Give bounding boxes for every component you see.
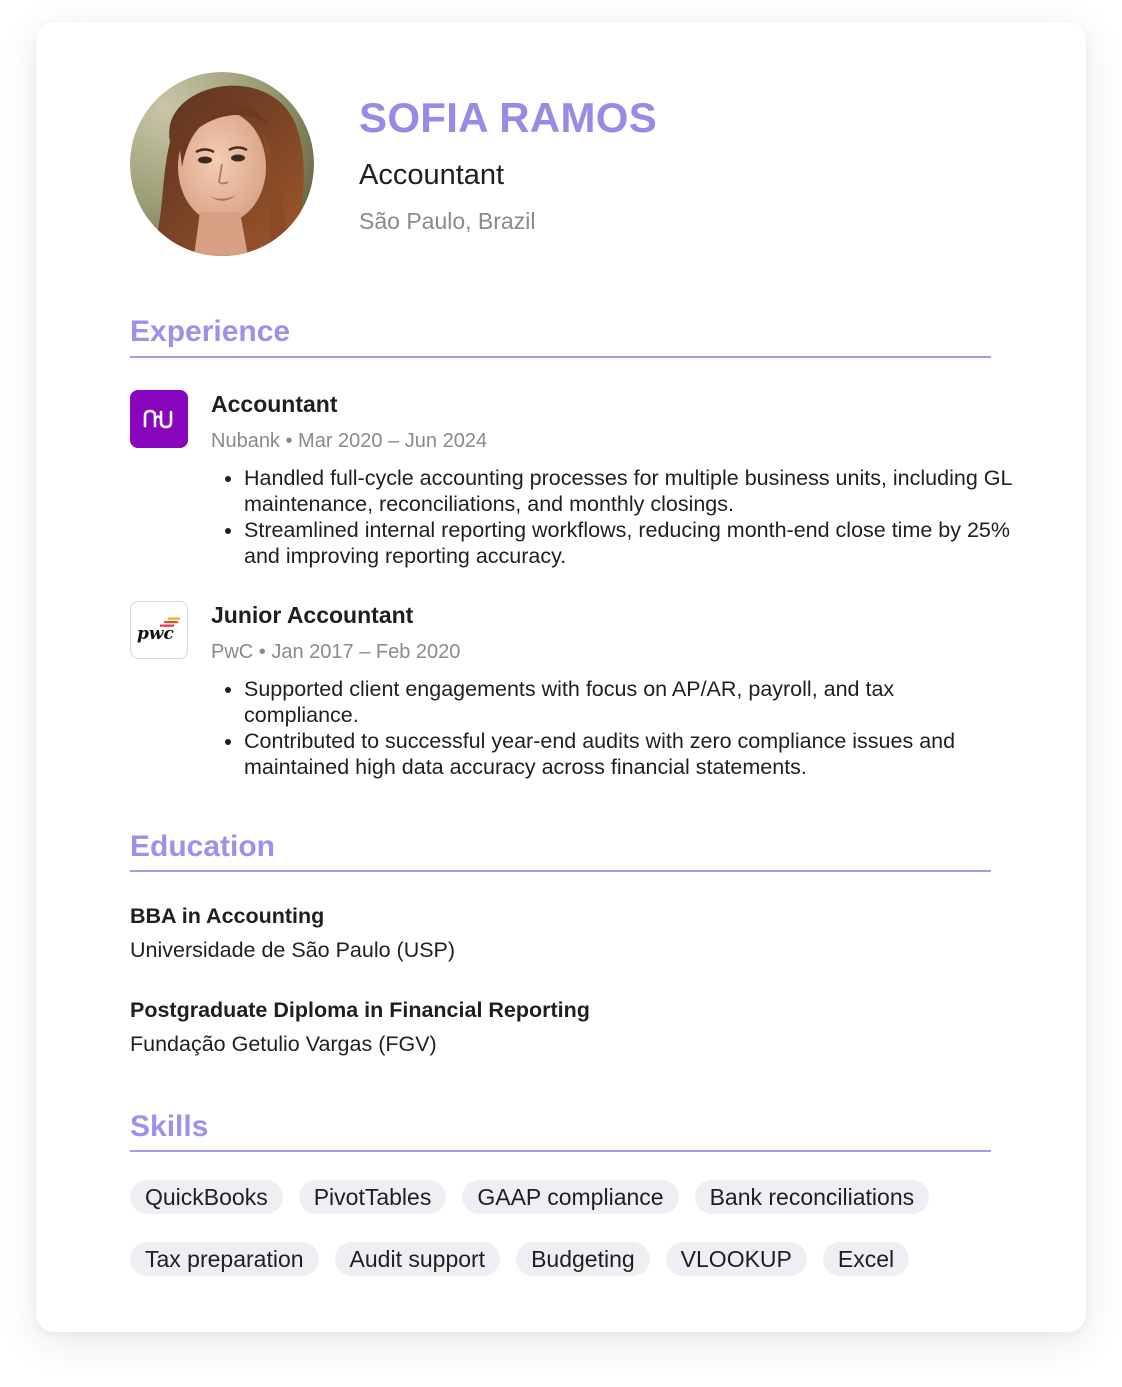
job-meta: Nubank • Mar 2020 – Jun 2024 xyxy=(211,430,488,452)
skills-row xyxy=(130,1180,929,1214)
skill-chip: Budgeting xyxy=(516,1242,650,1276)
profile-photo xyxy=(130,72,314,256)
candidate-role: Accountant xyxy=(359,159,505,191)
education-school: Universidade de São Paulo (USP) xyxy=(130,938,456,962)
job-bullets xyxy=(220,676,1014,780)
pwc-logo-icon xyxy=(130,601,188,659)
experience-divider xyxy=(130,356,991,358)
job-bullet: Supported client engagements with focus on AP/AR, payroll, and tax compliance. xyxy=(244,676,1014,728)
job-meta: PwC • Jan 2017 – Feb 2020 xyxy=(211,641,461,663)
skill-chip: Tax preparation xyxy=(130,1242,319,1276)
skills-row xyxy=(130,1242,909,1276)
education-degree: BBA in Accounting xyxy=(130,904,325,928)
candidate-name: SOFIA RAMOS xyxy=(359,94,658,141)
education-divider xyxy=(130,870,991,872)
skill-chip: GAAP compliance xyxy=(462,1180,678,1214)
nubank-logo-icon xyxy=(130,390,188,448)
job-bullet: Handled full-cycle accounting processes for multiple business units, including GL maintenance, reconciliations, and monthly closings. xyxy=(244,465,1014,517)
job-bullet: Streamlined internal reporting workflows, reducing month-end close time by 25% and improving reporting accuracy. xyxy=(244,517,1014,569)
education-degree: Postgraduate Diploma in Financial Reporting xyxy=(130,998,590,1022)
avatar xyxy=(130,72,314,256)
education-school: Fundação Getulio Vargas (FGV) xyxy=(130,1032,437,1056)
candidate-location: São Paulo, Brazil xyxy=(359,208,536,234)
svg-text:pwc: pwc xyxy=(137,624,174,644)
resume-card xyxy=(36,22,1086,1332)
job-title: Accountant xyxy=(211,391,338,417)
job-bullets xyxy=(220,465,1014,569)
skill-chip: Excel xyxy=(823,1242,909,1276)
skills-heading: Skills xyxy=(130,1110,209,1143)
job-title: Junior Accountant xyxy=(211,602,414,628)
skill-chip: PivotTables xyxy=(299,1180,447,1214)
experience-heading: Experience xyxy=(130,315,291,348)
skill-chip: Bank reconciliations xyxy=(695,1180,930,1214)
job-bullet: Contributed to successful year-end audits with zero compliance issues and maintained high data accuracy across financial statements. xyxy=(244,728,1014,780)
skills-divider xyxy=(130,1150,991,1152)
resume-content xyxy=(130,22,1012,1332)
skill-chip: Audit support xyxy=(335,1242,501,1276)
skill-chip: QuickBooks xyxy=(130,1180,283,1214)
education-heading: Education xyxy=(130,830,276,863)
skill-chip: VLOOKUP xyxy=(666,1242,807,1276)
